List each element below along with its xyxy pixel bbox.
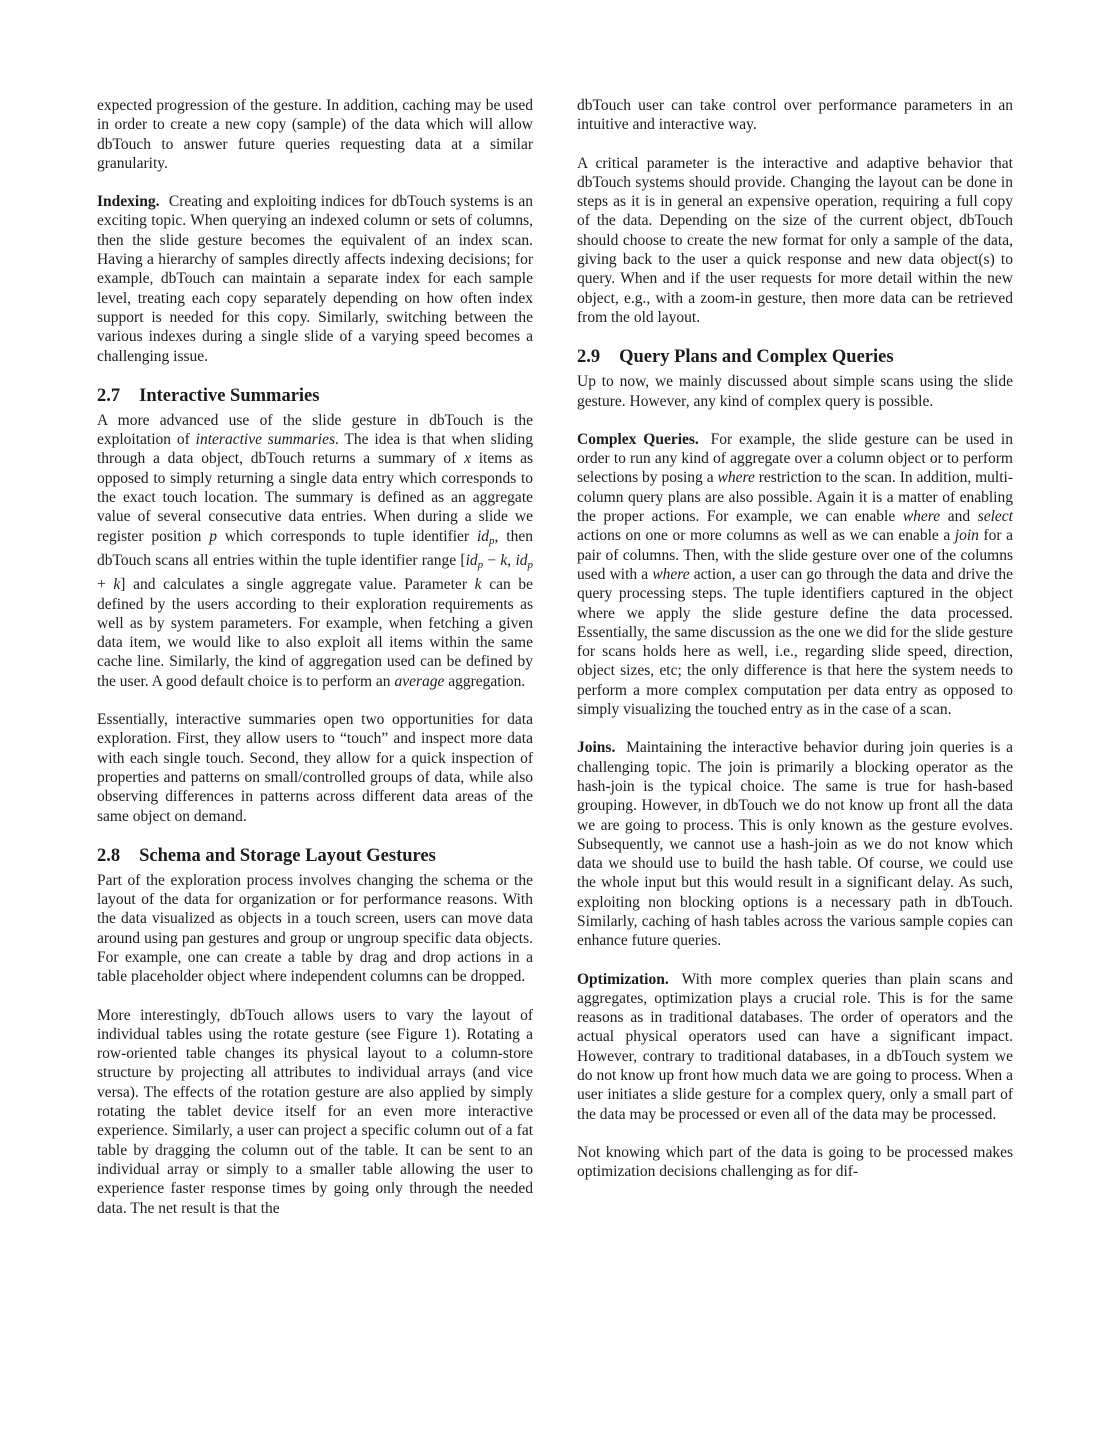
text-run: items as opposed to simply returning a single data entry which corresponds to the exact touch location. The summary is defined as an aggregate value of several consecutive data entries. When during a slide we register position xyxy=(97,450,533,545)
text-run: + xyxy=(97,576,114,594)
text-run: k xyxy=(113,576,121,594)
text-run: p xyxy=(477,558,484,571)
section-number: 2.8 xyxy=(97,845,121,866)
text-run: which corresponds to tuple identifier xyxy=(216,527,477,545)
text-run: Not knowing which part of the data is going to be processed makes optimization decisions challenging as for dif- xyxy=(577,1143,1013,1181)
text-run: where xyxy=(717,469,755,487)
text-run: id xyxy=(515,551,528,569)
text-run: actions on one or more columns as well as we can enable a xyxy=(577,527,955,545)
paragraph-lead: Indexing. xyxy=(97,193,160,211)
two-column-text-area xyxy=(97,96,1013,1237)
text-run: aggregation. xyxy=(444,672,526,690)
text-run: interactive summaries xyxy=(195,431,335,449)
text-run: id xyxy=(476,527,490,545)
text-run: Part of the exploration process involves changing the schema or the layout of the data for organization or for performance reasons. With the data visualized as objects in a touch screen, users can move data around using pan gestures and group or ungroup specific data objects. For example, one can create a table by drag and drop actions in a table placeholder object where independent columns can be dropped. xyxy=(97,871,533,986)
text-run: and xyxy=(940,508,978,526)
paragraph xyxy=(577,738,1013,950)
section-heading xyxy=(97,845,533,868)
text-run: where xyxy=(902,508,941,526)
section-title: Query Plans and Complex Queries xyxy=(619,347,894,368)
paragraph xyxy=(97,871,533,987)
section-title: Interactive Summaries xyxy=(139,385,320,406)
paragraph xyxy=(97,710,533,826)
text-run: Maintaining the interactive behavior during join queries is a challenging topic. The join is primarily a blocking operator as the hash-join is the typical choice. The same is true for hash-based grouping. However, in dbTouch we do not know up front all the data we are going to process. This is only known as the gesture evolves. Subsequently, we cannot use a hash-join as we do not know which data we should use to build the hash table. Of course, we could use the whole input but this would result in a significant delay. As such, exploiting non blocking options is a necessary path in dbTouch. Similarly, caching of hash tables across the various sample copies can enhance future queries. xyxy=(577,739,1013,950)
paragraph-lead: Optimization. xyxy=(577,970,669,988)
paragraph xyxy=(577,154,1013,328)
text-run: expected progression of the gesture. In addition, caching may be used in order to create a new copy (sample) of the data which will allow dbTouch to answer future queries requesting data at a similar granularity. xyxy=(97,97,533,172)
paragraph xyxy=(97,96,533,173)
text-run: id xyxy=(465,551,478,569)
text-run: More interestingly, dbTouch allows users to vary the layout of individual tables using the rotate gesture (see Figure 1). Rotating a row-oriented table changes its physical layout to a column-store structure by projecting all attributes to individual arrays (and vice versa). The effects of the rotation gesture are also applied by simply rotating the tablet device itself for an even more interactive experience. Similarly, a user can project a specific column out of a fat table by dragging the column out of the table. It can be sent to an individual array or simply to a smaller table allowing the user to experience faster response times by going only through the needed data. The net result is that the xyxy=(97,1006,533,1217)
text-run: Essentially, interactive summaries open two opportunities for data exploration. First, they allow users to “touch” and inspect more data with each single touch. Second, they allow for a quick inspection of properties and patterns on small/controlled groups of data, while also observing differences in patterns across different data areas of the same object on demand. xyxy=(97,711,533,825)
text-run: dbTouch user can take control over performance parameters in an intuitive and interactive way. xyxy=(577,97,1013,134)
paragraph xyxy=(577,96,1013,135)
text-run: select xyxy=(977,508,1013,526)
text-run: action, a user can go through the data and drive the query processing steps. The tuple identifiers captured in the object where we apply the slide gesture define the data processed. Essentially, the same discussion as the one we did for the slide gesture for scans holds here as well, i.e., regarding slide speed, direction, object sizes, etc; the only difference is that here the system needs to perform a more complex computation per data entry as opposed to simply visualizing the touched entry as in the case of a scan. xyxy=(577,565,1013,719)
text-run: p xyxy=(527,558,533,571)
paragraph xyxy=(577,1143,1013,1182)
paragraph xyxy=(577,970,1013,1124)
text-run: For example, the slide gesture can be used in order to run any kind of aggregate over a column object or to perform selections by posing a xyxy=(577,430,1013,487)
text-run: restriction to the scan. In addition, multi-column query plans are also possible. Again it is a matter of enabling the proper actions. For example, we can enable xyxy=(577,469,1013,526)
text-run: − xyxy=(483,551,501,569)
text-run: where xyxy=(652,565,690,583)
paragraph xyxy=(97,192,533,366)
text-run: With more complex queries than plain scans and aggregates, optimization plays a crucial role. This is for the same reasons as in traditional databases. The order of operators and the actual physical operators used can have a significant impact. However, contrary to traditional databases, in a dbTouch system we do not know up front how much data we are going to process. When a user initiates a slide gesture for a complex query, only a small part of the data may be processed or even all of the data may be processed. xyxy=(577,970,1013,1123)
text-run: A more advanced use of the slide gesture in dbTouch is the exploitation of xyxy=(97,411,533,449)
text-run: , xyxy=(507,551,516,569)
left-column xyxy=(97,96,533,1237)
paragraph-lead: Joins. xyxy=(577,739,616,757)
text-run: Up to now, we mainly discussed about simple scans using the slide gesture. However, any kind of complex query is possible. xyxy=(577,373,1013,410)
text-run: can be defined by the users according to their exploration requirements as well as by system parameters. For example, when fetching a given data item, we would like to also exploit all items within the same cache line. Similarly, the kind of aggregation used can be defined by the user. A good default choice is to perform an xyxy=(97,576,533,690)
text-run: k xyxy=(500,551,508,569)
text-run: x xyxy=(464,450,471,468)
text-run: p xyxy=(489,534,495,547)
right-column xyxy=(577,96,1013,1237)
text-run: average xyxy=(394,672,445,690)
section-title: Schema and Storage Layout Gestures xyxy=(139,845,436,866)
section-heading xyxy=(577,346,1013,369)
text-run: . The idea is that when sliding through a data object, dbTouch returns a summary of xyxy=(97,431,533,468)
paragraph-lead: Complex Queries. xyxy=(577,430,699,448)
text-run: A critical parameter is the interactive and adaptive behavior that dbTouch systems should provide. Changing the layout can be done in steps as it is in general an expensive operation, requiring a full copy of the data. Depending on the size of the current object, dbTouch should choose to create the new format for only a sample of the data, giving back to the user a quick response and new data object(s) to query. When and if the user requests for more detail within the new object, e.g., with a zoom-in gesture, then more data can be retrieved from the old layout. xyxy=(577,154,1013,326)
text-run: Creating and exploiting indices for dbTouch systems is an exciting topic. When querying an indexed column or sets of columns, then the slide gesture becomes the equivalent of an index scan. Having a hierarchy of samples directly affects indexing decisions; for example, dbTouch can maintain a separate index for each sample level, treating each copy separately depending on how often index support is needed for this copy. Similarly, switching between the various indexes during a single slide of a varying speed becomes a challenging issue. xyxy=(97,193,533,365)
text-run: ] and calculates a single aggregate value. Parameter xyxy=(120,576,475,594)
text-run: for a pair of columns. Then, with the slide gesture over one of the columns used with a xyxy=(577,527,1013,583)
text-run: p xyxy=(209,527,217,545)
text-run: , then dbTouch scans all entries within the tuple identifier range [ xyxy=(97,527,533,569)
section-number: 2.9 xyxy=(577,347,601,368)
paragraph xyxy=(577,430,1013,719)
paragraph xyxy=(577,372,1013,411)
paragraph xyxy=(97,1006,533,1218)
text-run: k xyxy=(474,576,482,594)
section-number: 2.7 xyxy=(97,385,121,406)
text-run: join xyxy=(954,527,979,545)
section-heading xyxy=(97,385,533,408)
paragraph xyxy=(97,411,533,691)
